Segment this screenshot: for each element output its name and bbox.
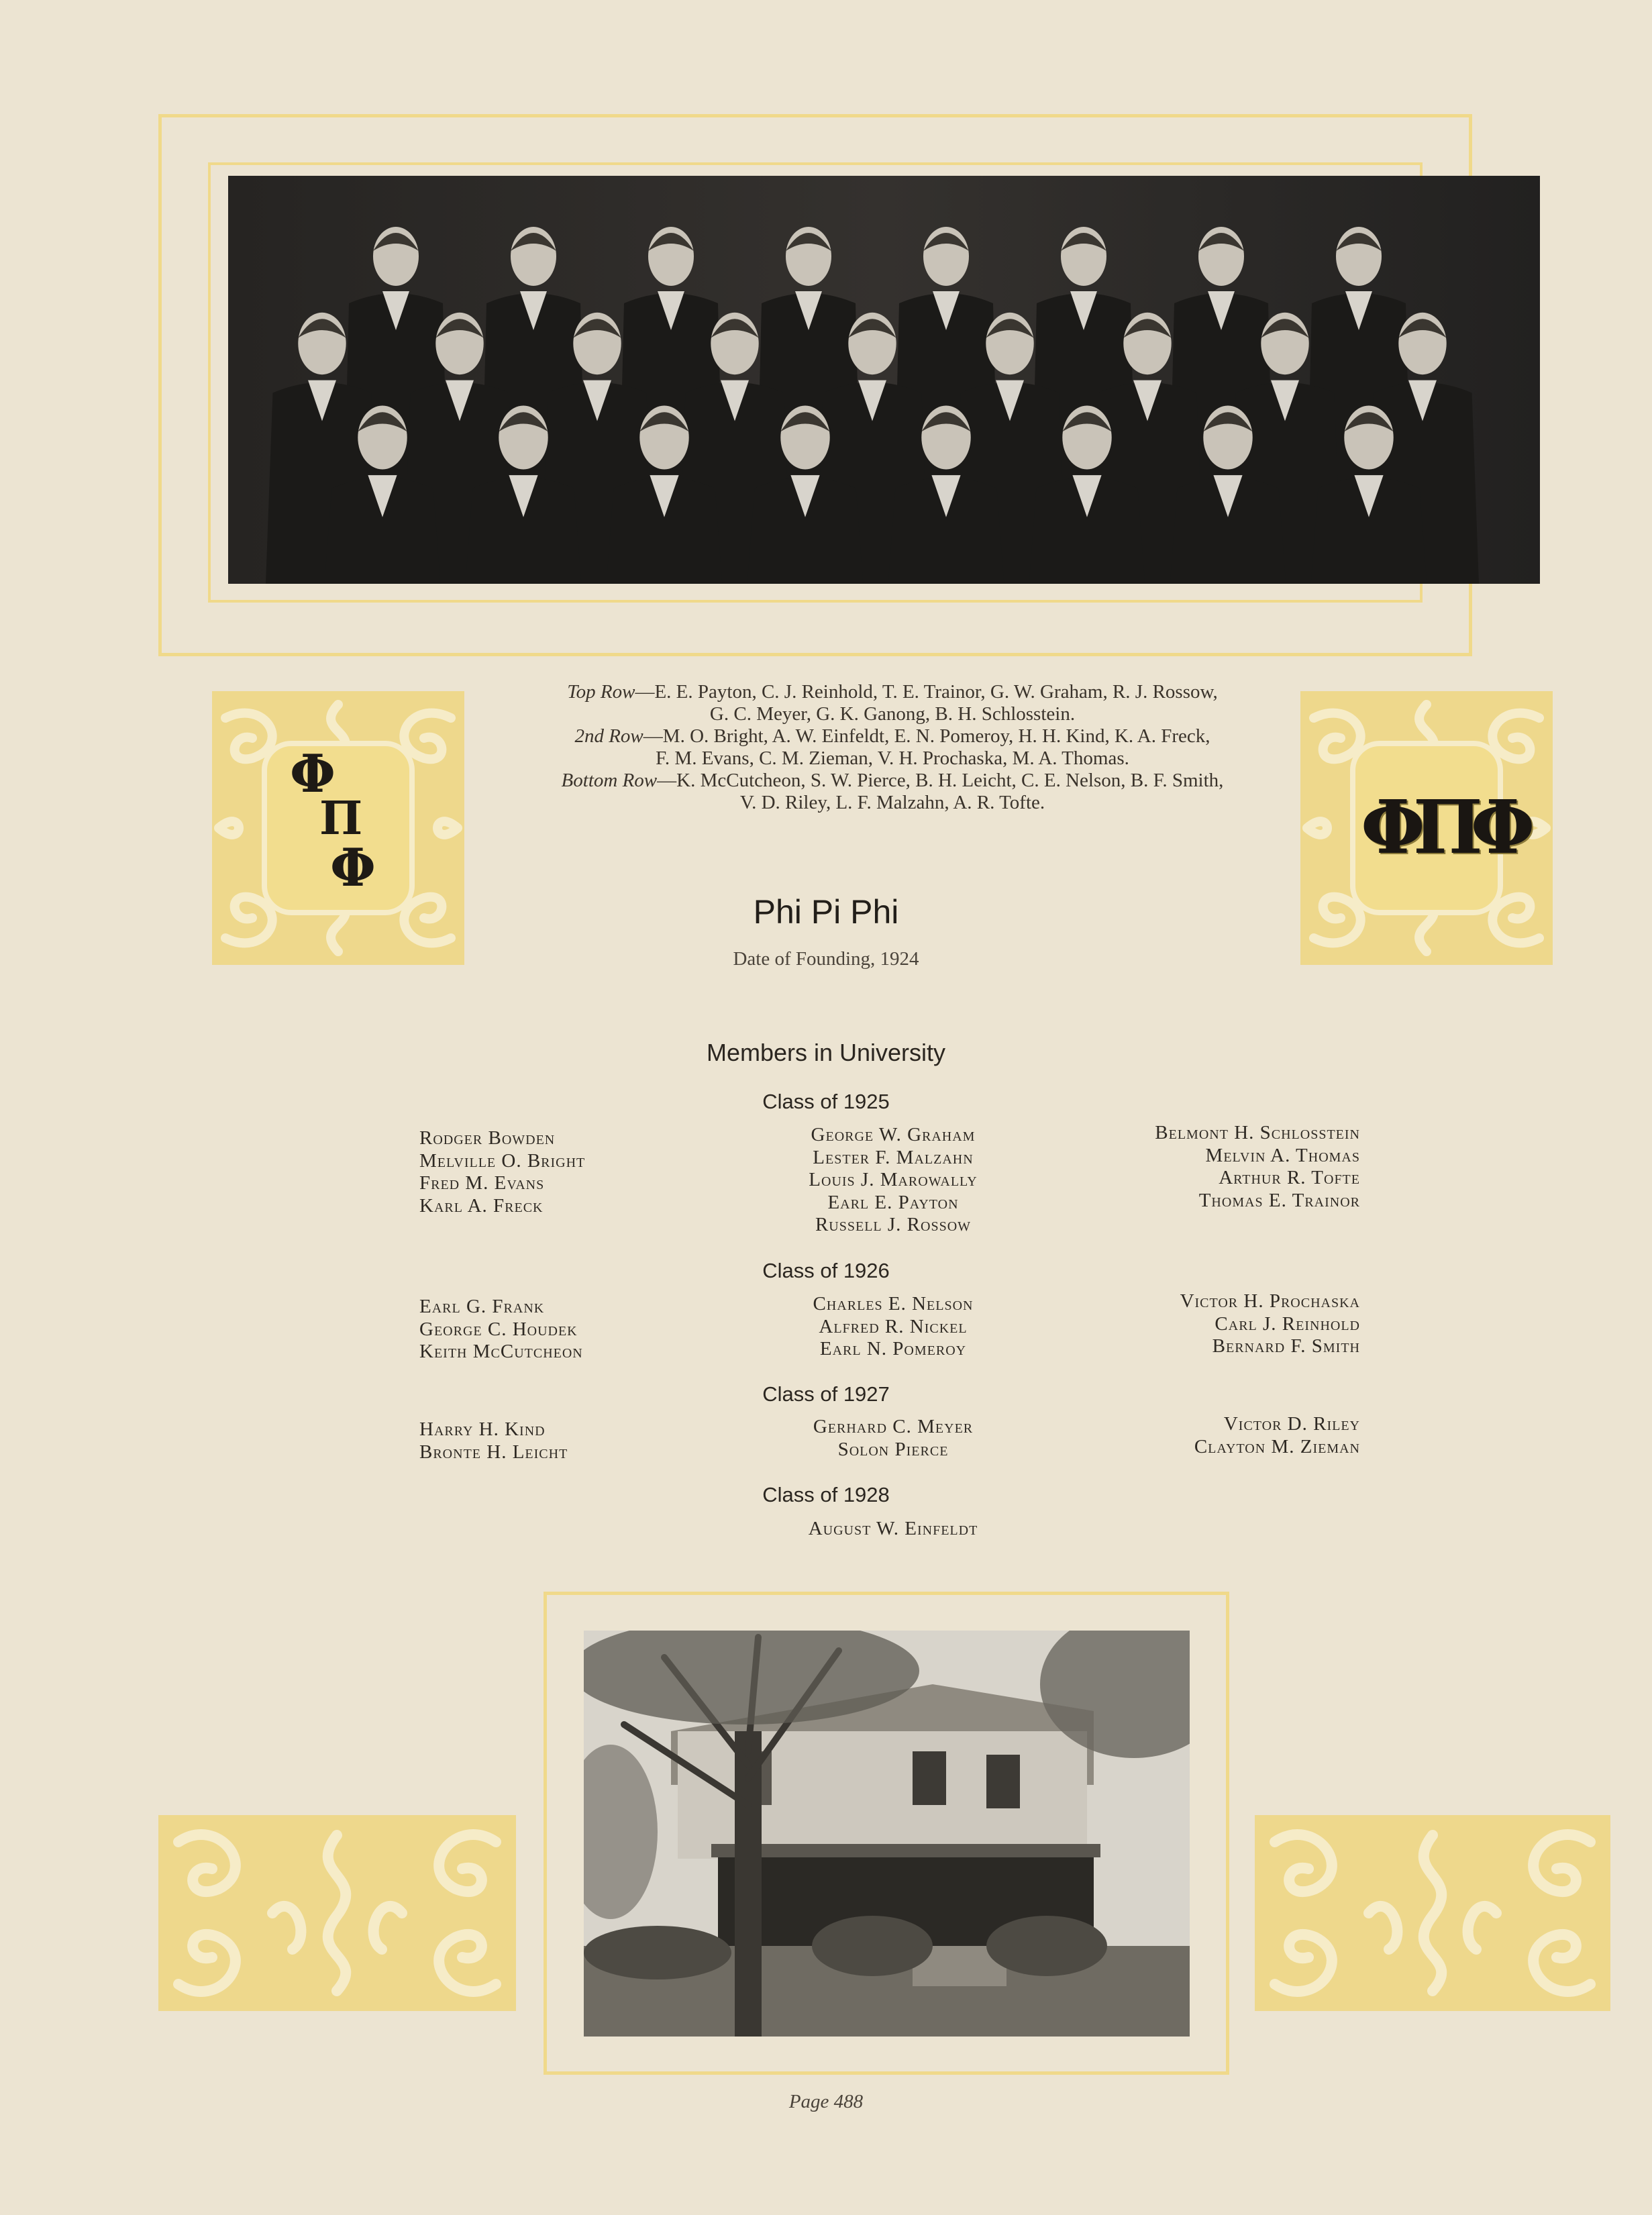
- member-name: Victor H. Prochaska: [1180, 1290, 1360, 1312]
- member-name: Earl E. Payton: [827, 1191, 959, 1213]
- member-name: Charles E. Nelson: [813, 1293, 974, 1315]
- emblem-left-letter-2: Π: [319, 792, 363, 845]
- member-name: Melville O. Bright: [419, 1149, 586, 1172]
- member-name: Bronte H. Leicht: [419, 1441, 568, 1463]
- member-name: Earl G. Frank: [419, 1296, 545, 1317]
- caption-second-row: [497, 725, 1288, 748]
- class-1927-right-column: [1194, 1413, 1360, 1458]
- caption-bottom-row-label: Bottom Row: [561, 770, 658, 791]
- member-name: Bernard F. Smith: [1212, 1335, 1360, 1357]
- members-heading: Members in University: [706, 1039, 946, 1066]
- member-name: Earl N. Pomeroy: [819, 1338, 967, 1359]
- member-name: Fred M. Evans: [419, 1172, 545, 1194]
- page-title: Phi Pi Phi: [753, 893, 899, 931]
- member-name: Keith McCutcheon: [419, 1341, 583, 1362]
- member-name: George W. Graham: [811, 1124, 976, 1145]
- scroll-ornament: [1255, 1815, 1610, 2011]
- member-name: Belmont H. Schlosstein: [1155, 1122, 1360, 1143]
- member-name: Clayton M. Zieman: [1194, 1435, 1360, 1457]
- ornament-panel-bottom-left: [158, 1815, 516, 2011]
- class-1925-right-column: [1155, 1122, 1360, 1212]
- emblem-right-pin: ΦΠΦ: [1361, 784, 1523, 870]
- emblem-left-letter-3: Φ: [330, 837, 376, 898]
- member-name: Thomas E. Trainor: [1198, 1189, 1360, 1211]
- house-illustration: [584, 1631, 1190, 2037]
- caption-top-row-cont: G. C. Meyer, G. K. Ganong, B. H. Schlosstein.: [709, 703, 1076, 725]
- class-1926-left-column: [419, 1296, 583, 1363]
- caption-second-row-cont: F. M. Evans, C. M. Zieman, V. H. Prochaska, M. A. Thomas.: [656, 748, 1129, 769]
- member-name: Rodger Bowden: [419, 1127, 556, 1149]
- member-name: Russell J. Rossow: [815, 1214, 972, 1235]
- member-name: Carl J. Reinhold: [1215, 1312, 1360, 1335]
- group-photo-figures: [228, 176, 1540, 584]
- class-heading-1926: Class of 1926: [762, 1259, 890, 1282]
- member-name: Alfred R. Nickel: [819, 1315, 968, 1337]
- member-name: Solon Pierce: [837, 1438, 949, 1460]
- caption-bottom-row-names: —K. McCutcheon, S. W. Pierce, B. H. Leicht, C. E. Nelson, B. F. Smith,: [657, 770, 1224, 791]
- caption-bottom-row-cont: V. D. Riley, L. F. Malzahn, A. R. Tofte.: [739, 792, 1045, 813]
- member-name: Louis J. Marowally: [809, 1169, 978, 1190]
- page-number: Page 488: [788, 2091, 864, 2112]
- member-name: August W. Einfeldt: [808, 1518, 978, 1539]
- class-1927-center-column: [692, 1416, 1094, 1461]
- member-name: Harry H. Kind: [419, 1419, 546, 1440]
- caption-top-row: [497, 681, 1288, 703]
- member-name: Victor D. Riley: [1223, 1413, 1360, 1435]
- member-name: Melvin A. Thomas: [1205, 1144, 1360, 1166]
- class-1925-center-column: [692, 1124, 1094, 1237]
- member-name: Karl A. Freck: [419, 1194, 544, 1217]
- caption-second-row-names: —M. O. Bright, A. W. Einfeldt, E. N. Pomeroy, H. H. Kind, K. A. Freck,: [643, 725, 1210, 747]
- class-1926-center-column: [692, 1293, 1094, 1361]
- member-name: Gerhard C. Meyer: [813, 1416, 974, 1437]
- class-1926-right-column: [1180, 1290, 1360, 1358]
- emblem-left-letter-1: Φ: [290, 743, 335, 805]
- ornament-panel-bottom-right: [1255, 1815, 1610, 2011]
- caption-bottom-row: [497, 770, 1288, 792]
- member-name: Lester F. Malzahn: [813, 1146, 974, 1168]
- class-heading-1927: Class of 1927: [762, 1382, 890, 1406]
- member-name: George C. Houdek: [419, 1318, 578, 1340]
- class-heading-1928: Class of 1928: [762, 1483, 890, 1506]
- class-1927-left-column: [419, 1419, 568, 1463]
- class-heading-1925: Class of 1925: [762, 1090, 890, 1113]
- house-photo: [584, 1631, 1190, 2037]
- founding-date: Date of Founding, 1924: [733, 948, 919, 970]
- caption-top-row-names: —E. E. Payton, C. J. Reinhold, T. E. Trainor, G. W. Graham, R. J. Rossow,: [635, 681, 1218, 703]
- caption-second-row-label: 2nd Row: [574, 725, 643, 747]
- member-name: Arthur R. Tofte: [1219, 1167, 1360, 1188]
- caption-top-row-label: Top Row: [567, 681, 635, 703]
- group-photo: [228, 176, 1540, 584]
- scroll-ornament: [158, 1815, 516, 2011]
- class-1925-left-column: [419, 1127, 585, 1217]
- photo-caption: [497, 681, 1288, 814]
- class-1928-center-column: [692, 1518, 1094, 1541]
